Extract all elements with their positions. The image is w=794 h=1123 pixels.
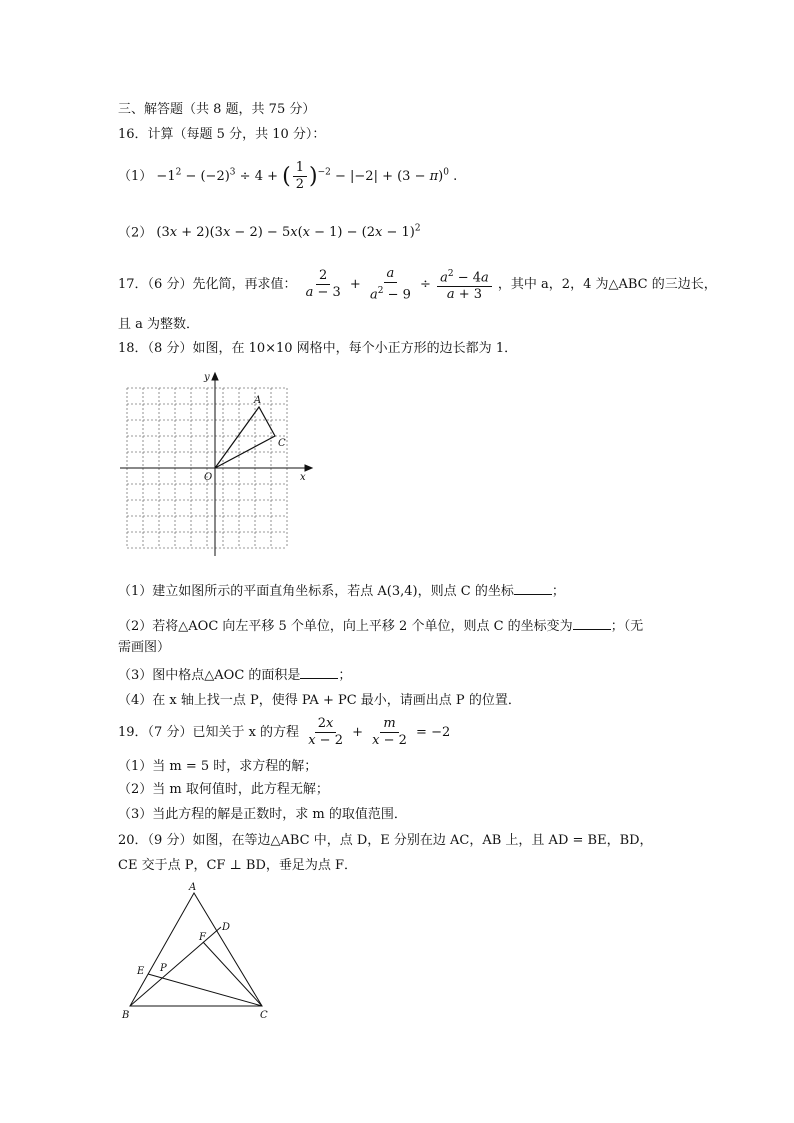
q19-part3: （3）当此方程的解是正数时，求 m 的取值范围． — [118, 807, 407, 822]
q18-stem: 18．（8 分）如图，在 10×10 网格中，每个小正方形的边长都为 1． — [118, 341, 518, 356]
q17-line2: 且 a 为整数． — [118, 317, 200, 332]
q18-part2-tail: ；（无 — [610, 619, 644, 634]
q16-part2-label: （2） — [118, 225, 153, 241]
answer-blank[interactable] — [573, 617, 611, 630]
y-axis-label: y — [204, 372, 210, 383]
q17-expression: $\frac{2}{a - 3}$ + $\frac{a}{a^2 - 9}$ ÷ $\frac{a^2 - 4a}{a + 3}$ — [301, 277, 498, 292]
q18-part2 — [118, 617, 643, 636]
q17-line1 — [118, 266, 717, 303]
point-c-label: C — [278, 438, 286, 449]
q16-part2 — [118, 220, 421, 242]
triangle-aoc — [215, 407, 275, 468]
q20-triangle-figure — [118, 880, 288, 1025]
q18-part1-semicolon: ； — [551, 584, 565, 599]
answer-blank[interactable] — [300, 666, 338, 679]
label-b: B — [122, 1010, 130, 1021]
q18-part2-continued: 需画图） — [118, 640, 171, 655]
q19-stem-line — [118, 716, 450, 749]
q17-condition: ，其中 a，2，4 为△ABC 的三边长， — [497, 277, 717, 293]
q18-part1-text: （1）建立如图所示的平面直角坐标系，若点 A(3,4)，则点 C 的坐标 — [118, 584, 514, 599]
segment-ce — [148, 974, 262, 1006]
label-f: F — [199, 932, 206, 943]
q18-part1 — [118, 582, 565, 601]
q18-part3-text: （3）图中格点△AOC 的面积是 — [118, 668, 301, 683]
q17-stem: 17．（6 分）先化简，再求值： — [118, 277, 297, 293]
q20-line2: CE 交于点 P，CF ⊥ BD，垂足为点 F． — [118, 858, 358, 873]
q16-part2-expression: $(3x + 2)(3x - 2) - 5x(x - 1) - (2x - 1)^2$ — [156, 224, 421, 241]
q18-grid-figure — [120, 370, 320, 560]
label-d: D — [222, 922, 231, 933]
q18-part4: （4）在 x 轴上找一点 P，使得 PA + PC 最小，请画出点 P 的位置． — [118, 693, 521, 708]
x-axis-label: x — [300, 472, 306, 483]
q19-stem: 19．（7 分）已知关于 x 的方程 — [118, 725, 300, 740]
label-e: E — [137, 966, 145, 977]
q16-part1-label: （1） — [118, 169, 153, 184]
q16-part1 — [118, 160, 457, 193]
q19-equation: $\frac{2x}{x - 2}$ + $\frac{m}{x - 2}$ = −2 — [308, 716, 451, 748]
origin-label: O — [204, 472, 213, 483]
q16-stem: 16．计算（每题 5 分，共 10 分）： — [118, 127, 326, 142]
point-a-label: A — [254, 395, 262, 406]
segment-cf — [203, 942, 262, 1006]
label-p: P — [160, 963, 167, 974]
q20-line1: 20．（9 分）如图，在等边△ABC 中，点 D，E 分别在边 AC，AB 上，且 AD = BE，BD， — [118, 833, 653, 848]
section-title: 三、解答题（共 8 题，共 75 分） — [118, 102, 316, 117]
q19-part1: （1）当 m = 5 时，求方程的解； — [118, 759, 318, 774]
q18-part3-semicolon: ； — [338, 668, 352, 683]
q18-part2-text: （2）若将△AOC 向左平移 5 个单位，向上平移 2 个单位，则点 C 的坐标变为 — [118, 619, 573, 634]
q16-part1-expression: $-1^2 - (-2)^3 \div 4$ + ( $\frac{1}{2}$ )$^{-2} - |-2| + (3 - \pi)^0$ . — [156, 160, 458, 192]
q19-part2: （2）当 m 取何值时，此方程无解； — [118, 782, 329, 797]
label-a: A — [189, 882, 197, 893]
label-c: C — [260, 1010, 268, 1021]
q18-part3 — [118, 666, 351, 685]
answer-blank[interactable] — [514, 582, 552, 595]
